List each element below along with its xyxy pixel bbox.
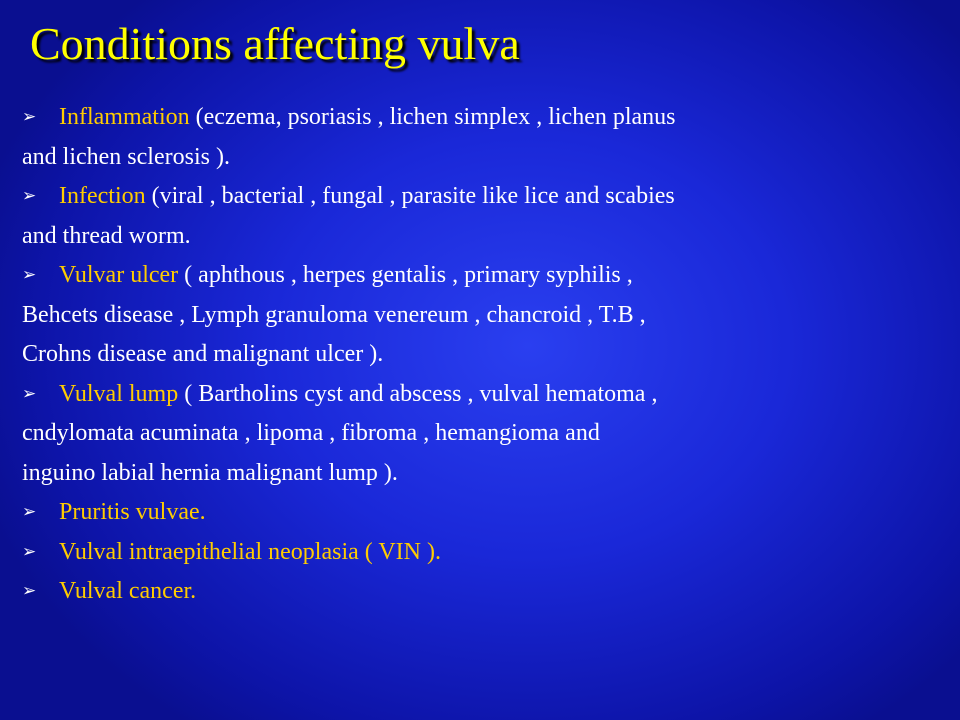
slide-title: Conditions affecting vulva: [30, 18, 520, 69]
item-text: (viral , bacterial , fungal , parasite like lice and scabies: [145, 183, 675, 209]
arrowhead-bullet-icon: ➢: [22, 502, 37, 522]
bullet-list: [22, 98, 952, 612]
item-continuation: inguino labial hernia malignant lump ).: [22, 459, 398, 486]
item-lead: Vulval intraepithelial neoplasia ( VIN ).: [59, 538, 441, 565]
item-lead: Vulval cancer.: [59, 578, 197, 604]
list-item-pruritis: [22, 493, 952, 533]
list-item-inflammation: [22, 98, 952, 177]
arrowhead-bullet-icon: ➢: [22, 107, 37, 127]
item-continuation: Crohns disease and malignant ulcer ).: [22, 341, 384, 367]
item-lead: Vulvar ulcer: [59, 262, 179, 288]
list-item-vulvar-ulcer: [22, 256, 952, 375]
item-text: (eczema, psoriasis , lichen simplex , lichen planus: [189, 104, 676, 130]
item-text: ( Bartholins cyst and abscess , vulval hematoma ,: [178, 380, 658, 407]
list-item-infection: [22, 177, 952, 256]
arrowhead-bullet-icon: ➢: [22, 383, 37, 404]
item-lead: Inflammation: [59, 104, 190, 130]
arrowhead-bullet-icon: ➢: [22, 581, 37, 601]
item-lead: Pruritis vulvae.: [59, 499, 206, 525]
list-item-vin: [22, 533, 952, 573]
item-continuation: cndylomata acuminata , lipoma , fibroma , hemangioma and: [22, 420, 600, 446]
item-continuation: and lichen sclerosis ).: [22, 143, 230, 170]
arrowhead-bullet-icon: ➢: [22, 541, 37, 562]
item-text: ( aphthous , herpes gentalis , primary syphilis ,: [178, 262, 633, 288]
item-lead: Vulval lump: [59, 380, 179, 407]
list-item-vulval-lump: [22, 375, 952, 494]
item-lead: Infection: [59, 183, 146, 209]
arrowhead-bullet-icon: ➢: [22, 265, 37, 285]
arrowhead-bullet-icon: ➢: [22, 186, 37, 206]
list-item-vulval-cancer: [22, 572, 952, 612]
item-continuation: and thread worm.: [22, 222, 191, 249]
item-continuation: Behcets disease , Lymph granuloma venereum , chancroid , T.B ,: [22, 301, 646, 328]
